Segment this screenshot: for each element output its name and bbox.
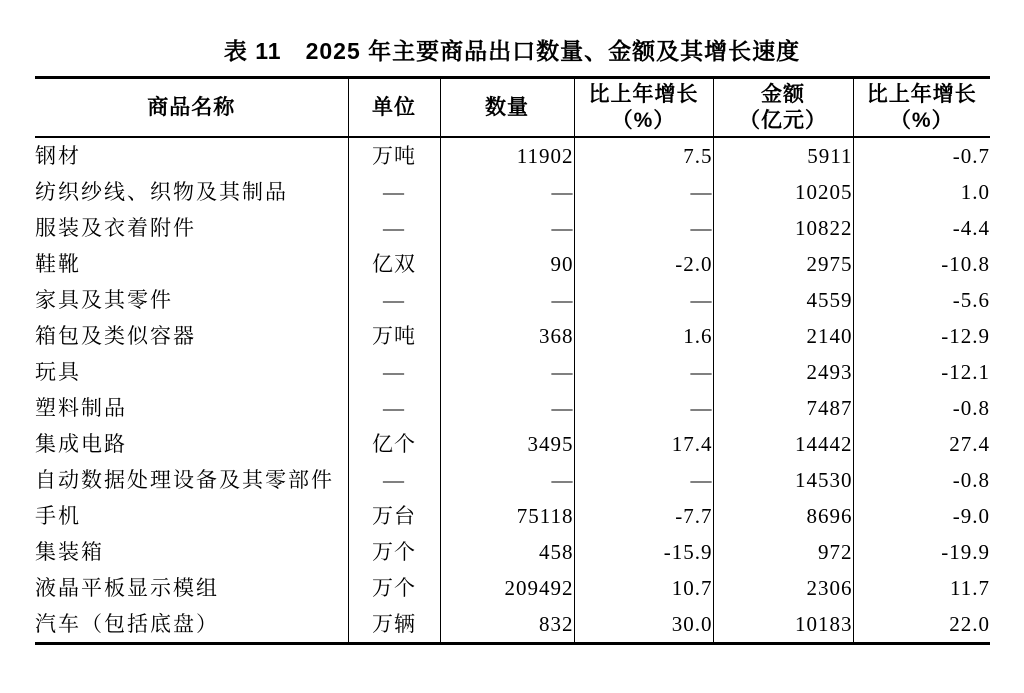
cell-amount: 14442 — [713, 426, 853, 462]
cell-commodity-name: 玩具 — [35, 360, 81, 384]
table-row — [35, 606, 990, 644]
cell-amount-growth: -0.8 — [853, 462, 990, 498]
cell-amount: 2493 — [713, 354, 853, 390]
cell-quantity-growth: -15.9 — [574, 534, 713, 570]
header-label-line1: 金额 — [761, 82, 805, 106]
cell-amount: 8696 — [713, 498, 853, 534]
cell-quantity: 11902 — [440, 137, 574, 174]
header-label: 单位 — [372, 95, 416, 119]
cell-commodity-name: 手机 — [35, 504, 81, 528]
cell-commodity-name: 钢材 — [35, 144, 81, 168]
cell-commodity-name: 鞋靴 — [35, 252, 81, 276]
cell-amount: 7487 — [713, 390, 853, 426]
cell-amount: 4559 — [713, 282, 853, 318]
cell-amount-growth: 22.0 — [853, 606, 990, 644]
cell-quantity-growth: 30.0 — [574, 606, 713, 644]
cell-amount-growth: 1.0 — [853, 174, 990, 210]
cell-commodity-name: 集成电路 — [35, 432, 127, 456]
cell-amount: 10183 — [713, 606, 853, 644]
header-label-line2: （%） — [889, 108, 954, 132]
cell-amount-growth: -5.6 — [853, 282, 990, 318]
cell-commodity-name: 箱包及类似容器 — [35, 324, 196, 348]
column-header-quantity-growth — [574, 78, 713, 138]
cell-unit: — — [348, 390, 440, 426]
cell-amount-growth: -12.9 — [853, 318, 990, 354]
cell-amount: 5911 — [713, 137, 853, 174]
table-title: 表 11 2025 年主要商品出口数量、金额及其增长速度 — [223, 38, 801, 64]
cell-unit: 万吨 — [348, 137, 440, 174]
table-row — [35, 282, 990, 318]
cell-amount-growth: -4.4 — [853, 210, 990, 246]
cell-quantity: 458 — [440, 534, 574, 570]
cell-commodity-name: 纺织纱线、织物及其制品 — [35, 180, 288, 204]
table-row — [35, 426, 990, 462]
cell-quantity: — — [440, 210, 574, 246]
table-row — [35, 570, 990, 606]
cell-unit: 万个 — [348, 534, 440, 570]
cell-unit: — — [348, 174, 440, 210]
cell-quantity-growth: -7.7 — [574, 498, 713, 534]
cell-amount-growth: 11.7 — [853, 570, 990, 606]
cell-commodity-name: 液晶平板显示模组 — [35, 576, 219, 600]
table-row — [35, 318, 990, 354]
table-body — [35, 137, 990, 644]
cell-amount: 2306 — [713, 570, 853, 606]
cell-unit: 亿个 — [348, 426, 440, 462]
cell-quantity-growth: — — [574, 462, 713, 498]
cell-amount-growth: -12.1 — [853, 354, 990, 390]
cell-unit: 万吨 — [348, 318, 440, 354]
column-header-commodity-name — [35, 78, 348, 138]
cell-quantity: 368 — [440, 318, 574, 354]
cell-amount-growth: -0.7 — [853, 137, 990, 174]
cell-unit: — — [348, 354, 440, 390]
cell-unit: — — [348, 462, 440, 498]
cell-quantity: 3495 — [440, 426, 574, 462]
cell-quantity: 75118 — [440, 498, 574, 534]
cell-quantity: — — [440, 462, 574, 498]
cell-quantity-growth: 17.4 — [574, 426, 713, 462]
table-row — [35, 174, 990, 210]
column-header-amount-growth — [853, 78, 990, 138]
header-row — [35, 78, 990, 138]
cell-quantity-growth: — — [574, 390, 713, 426]
cell-quantity-growth: 1.6 — [574, 318, 713, 354]
cell-quantity: 209492 — [440, 570, 574, 606]
cell-amount-growth: -0.8 — [853, 390, 990, 426]
cell-unit: 亿双 — [348, 246, 440, 282]
table-row — [35, 137, 990, 174]
cell-commodity-name: 家具及其零件 — [35, 288, 173, 312]
cell-unit: — — [348, 210, 440, 246]
cell-unit: 万个 — [348, 570, 440, 606]
cell-amount: 10205 — [713, 174, 853, 210]
column-header-quantity — [440, 78, 574, 138]
cell-quantity: 90 — [440, 246, 574, 282]
cell-quantity: — — [440, 390, 574, 426]
cell-unit: — — [348, 282, 440, 318]
cell-amount: 2140 — [713, 318, 853, 354]
cell-amount-growth: -19.9 — [853, 534, 990, 570]
cell-quantity-growth: — — [574, 282, 713, 318]
cell-amount: 14530 — [713, 462, 853, 498]
cell-amount: 972 — [713, 534, 853, 570]
header-label-line2: （亿元） — [739, 108, 827, 132]
cell-commodity-name: 集装箱 — [35, 540, 104, 564]
cell-quantity: 832 — [440, 606, 574, 644]
cell-amount-growth: -10.8 — [853, 246, 990, 282]
cell-commodity-name: 塑料制品 — [35, 396, 127, 420]
cell-quantity-growth: -2.0 — [574, 246, 713, 282]
cell-quantity-growth: — — [574, 354, 713, 390]
cell-quantity-growth: — — [574, 210, 713, 246]
table-row — [35, 354, 990, 390]
table-row — [35, 462, 990, 498]
cell-amount-growth: 27.4 — [853, 426, 990, 462]
table-row — [35, 498, 990, 534]
table-row — [35, 210, 990, 246]
table-row — [35, 246, 990, 282]
cell-unit: 万辆 — [348, 606, 440, 644]
cell-quantity-growth: 10.7 — [574, 570, 713, 606]
header-label: 数量 — [485, 95, 529, 119]
cell-commodity-name: 汽车（包括底盘） — [35, 612, 219, 636]
table-row — [35, 534, 990, 570]
column-header-unit — [348, 78, 440, 138]
cell-amount: 10822 — [713, 210, 853, 246]
export-commodities-table — [35, 76, 990, 645]
header-label-line1: 比上年增长 — [866, 82, 977, 106]
cell-quantity: — — [440, 174, 574, 210]
header-label-line1: 比上年增长 — [588, 82, 699, 106]
cell-amount-growth: -9.0 — [853, 498, 990, 534]
cell-amount: 2975 — [713, 246, 853, 282]
table-row — [35, 390, 990, 426]
cell-commodity-name: 服装及衣着附件 — [35, 216, 196, 240]
cell-commodity-name: 自动数据处理设备及其零部件 — [35, 468, 334, 492]
cell-quantity-growth: — — [574, 174, 713, 210]
cell-unit: 万台 — [348, 498, 440, 534]
cell-quantity: — — [440, 354, 574, 390]
cell-quantity: — — [440, 282, 574, 318]
cell-quantity-growth: 7.5 — [574, 137, 713, 174]
column-header-amount — [713, 78, 853, 138]
header-label-line2: （%） — [611, 108, 676, 132]
header-label: 商品名称 — [147, 95, 236, 119]
